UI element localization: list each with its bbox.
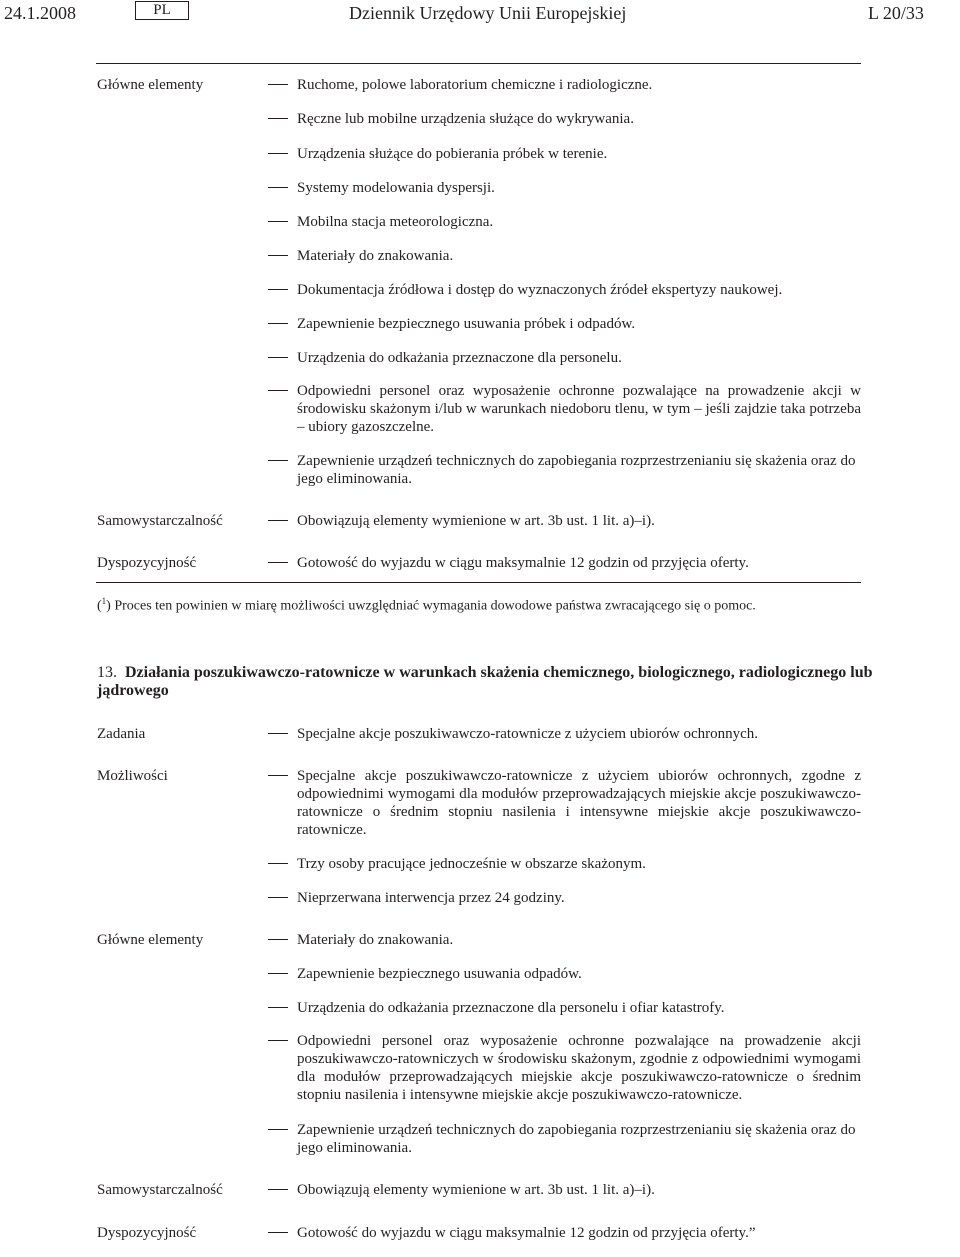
section-number: 13. — [97, 664, 117, 681]
publication-date: 24.1.2008 — [4, 3, 76, 23]
list-item: Urządzenia do odkażania przeznaczone dla personelu i ofiar katastrofy. — [268, 999, 868, 1017]
table-bottom-rule — [96, 582, 861, 583]
list-item: Odpowiedni personel oraz wyposażenie ochronne pozwalające na prowadzenie akcji poszukiwawczo-ratowniczych w środowisku skażonym, zgodnie z odpowiednimi wymogami dla modułów przeprowadzających miejskie akcje poszukiwawczo-ratownicze o średnim stopniu nasilenia i intensywne miejskie akcje poszukiwawczo-ratownicze. — [268, 1032, 868, 1104]
list-item: Urządzenia służące do pobierania próbek w terenie. — [268, 145, 868, 163]
main-elements-label: Główne elementy — [97, 932, 204, 948]
list-item: Specjalne akcje poszukiwawczo-ratownicze z użyciem ubiorów ochronnych, zgodne z odpowiednimi wymogami dla modułów przeprowadzających miejskie akcje poszukiwawczo-ratownicze o średnim stopniu nasilenia i intensywne miejskie akcje poszukiwawczo-ratownicze. — [268, 767, 868, 839]
self-sufficiency-label: Samowystarczalność — [97, 513, 223, 529]
deployment-label: Dyspozycyjność — [97, 1225, 197, 1241]
section-title: Działania poszukiwawczo-ratownicze w warunkach skażenia chemicznego, biologicznego, radiologicznego lub jądrowego — [97, 664, 873, 699]
footnote-text: Proces ten powinien w miarę możliwości uwzględniać wymagania dowodowe państwa zwracającego się o pomoc. — [114, 598, 756, 614]
page-reference: L 20/33 — [868, 3, 924, 23]
list-item: Specjalne akcje poszukiwawczo-ratownicze z użyciem ubiorów ochronnych. — [268, 725, 868, 743]
list-item: Systemy modelowania dyspersji. — [268, 179, 868, 197]
page-header — [0, 0, 960, 30]
tasks-label: Zadania — [97, 726, 146, 742]
list-item: Mobilna stacja meteorologiczna. — [268, 213, 868, 231]
main-elements-label: Główne elementy — [97, 77, 204, 93]
list-item: Zapewnienie bezpiecznego usuwania próbek i odpadów. — [268, 315, 868, 333]
capabilities-label: Możliwości — [97, 768, 168, 784]
list-item: Odpowiedni personel oraz wyposażenie ochronne pozwalające na prowadzenie akcji w środowisku skażonym i/lub w warunkach niedoboru tlenu, w tym – jeśli zajdzie taka potrzeba – ubiory gazoszczelne. — [268, 382, 868, 436]
list-item: Materiały do znakowania. — [268, 931, 868, 949]
footnote-marker: 1 — [101, 596, 107, 606]
list-item: Ręczne lub mobilne urządzenia służące do wykrywania. — [268, 110, 868, 128]
language-badge: PL — [135, 1, 189, 20]
list-item: Trzy osoby pracujące jednocześnie w obszarze skażonym. — [268, 855, 868, 873]
list-item: Obowiązują elementy wymienione w art. 3b ust. 1 lit. a)–i). — [268, 512, 868, 530]
list-item: Zapewnienie urządzeń technicznych do zapobiegania rozprzestrzenianiu się skażenia oraz do jego eliminowania. — [268, 1121, 868, 1157]
list-item: Materiały do znakowania. — [268, 247, 868, 265]
list-item: Urządzenia do odkażania przeznaczone dla personelu. — [268, 349, 868, 367]
footnote: ($^1$) Proces ten powinien w miarę możliwości uwzględniać wymagania dowodowe państwa zwracającego się o pomoc. — [97, 596, 756, 614]
list-item: Ruchome, polowe laboratorium chemiczne i radiologiczne. — [268, 76, 868, 94]
list-item: Zapewnienie bezpiecznego usuwania odpadów. — [268, 965, 868, 983]
section-heading — [97, 664, 877, 700]
list-item: Zapewnienie urządzeń technicznych do zapobiegania rozprzestrzenianiu się skażenia oraz do jego eliminowania. — [268, 452, 868, 488]
list-item: Dokumentacja źródłowa i dostęp do wyznaczonych źródeł ekspertyzy naukowej. — [268, 281, 868, 299]
deployment-label: Dyspozycyjność — [97, 555, 197, 571]
list-item: Gotowość do wyjazdu w ciągu maksymalnie 12 godzin od przyjęcia oferty.” — [268, 1224, 868, 1242]
journal-title: Dziennik Urzędowy Unii Europejskiej — [349, 3, 627, 23]
list-item: Nieprzerwana interwencja przez 24 godziny. — [268, 889, 868, 907]
list-item: Gotowość do wyjazdu w ciągu maksymalnie 12 godzin od przyjęcia oferty. — [268, 554, 868, 572]
table-top-rule — [96, 63, 861, 64]
self-sufficiency-label: Samowystarczalność — [97, 1182, 223, 1198]
list-item: Obowiązują elementy wymienione w art. 3b ust. 1 lit. a)–i). — [268, 1181, 868, 1199]
